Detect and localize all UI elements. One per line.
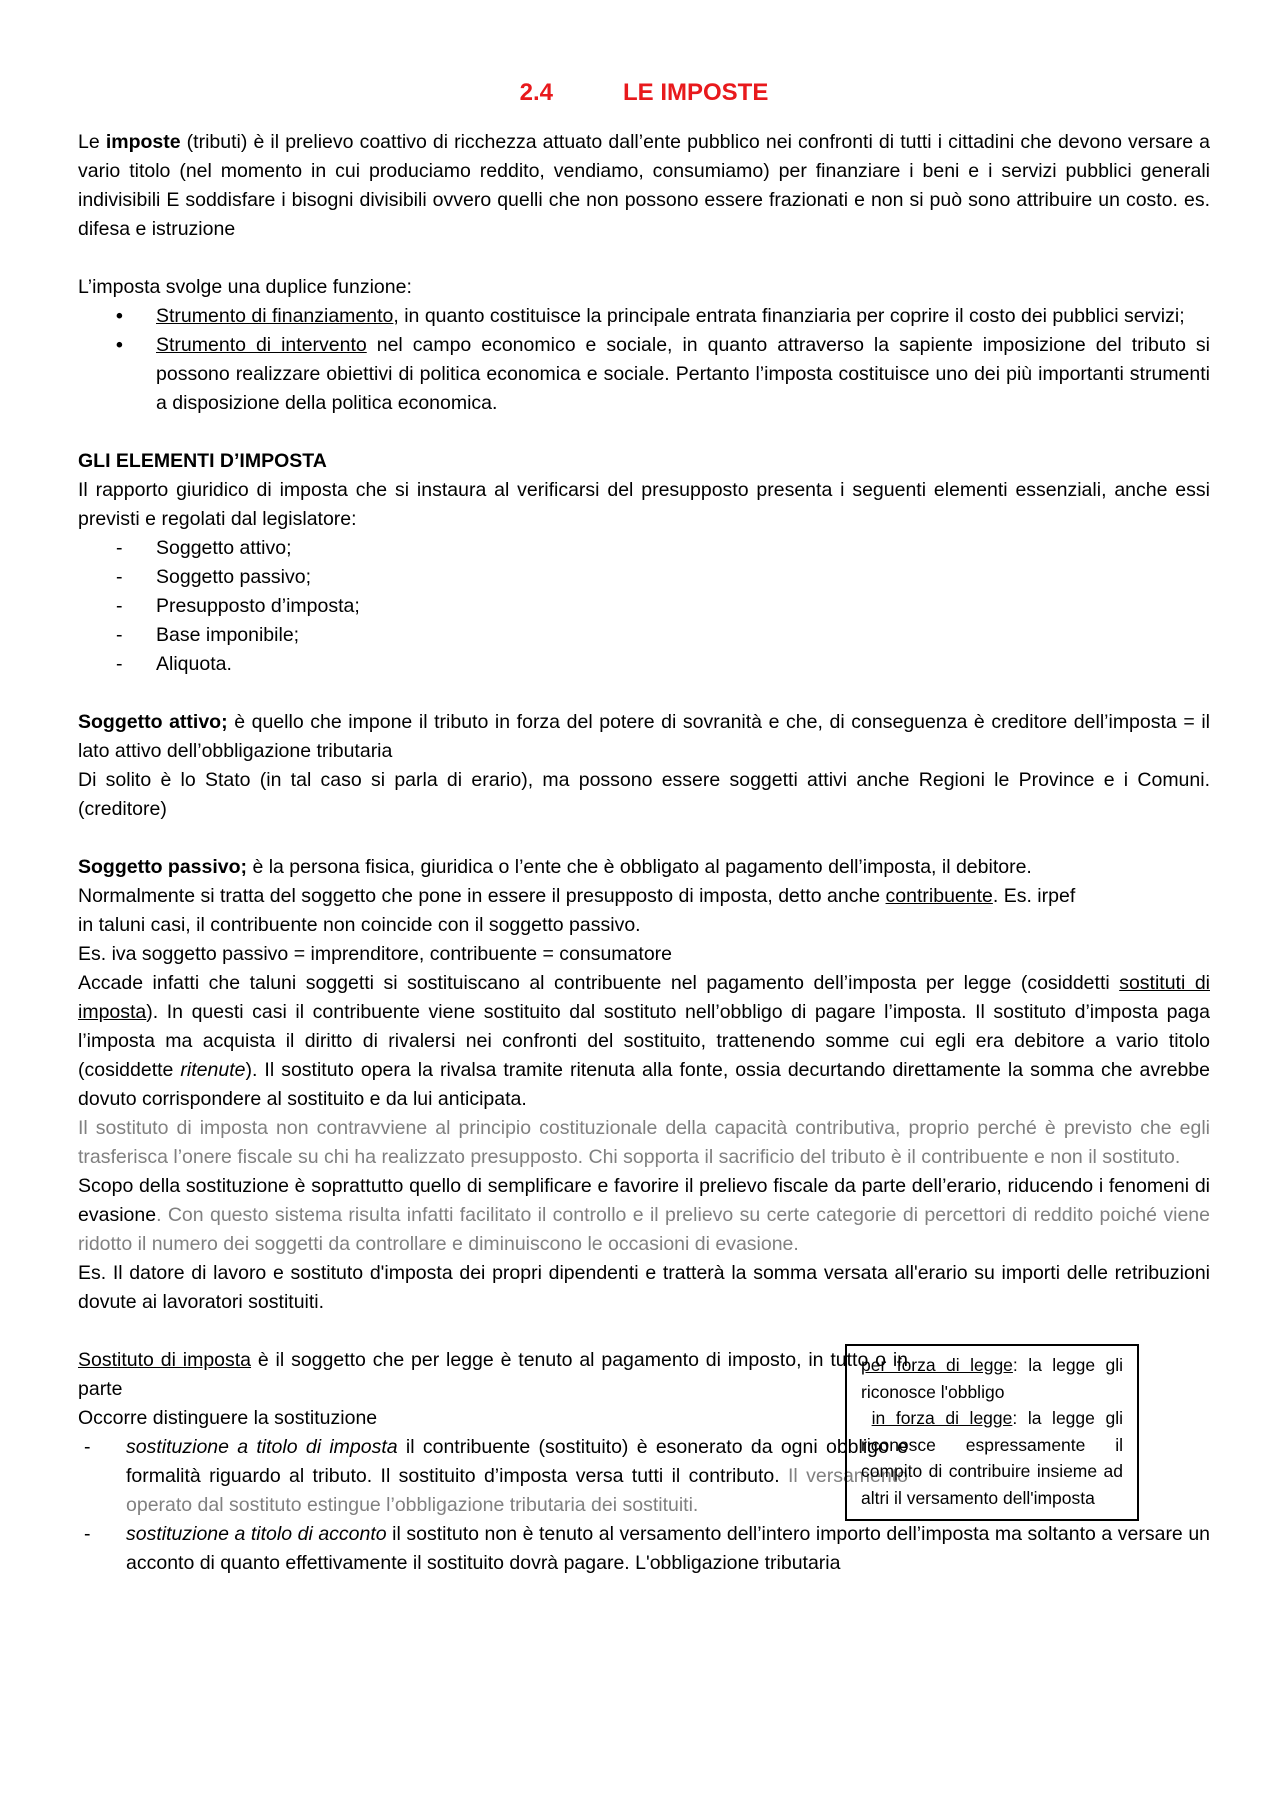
gray-paragraph: Il sostituto di imposta non contravviene al principio costituzionale della capacità contributiva, proprio perché è previsto che egli trasferisca l’onere fiscale su chi ha realizzato presupposto. Chi sopporta il sacrificio del tributo è il contribuente e non il sostituto. [78,1117,1210,1168]
text-line: in taluni casi, il contribuente non coincide con il soggetto passivo. [78,914,641,936]
bullet-icon: • [116,305,123,327]
list-item: - Soggetto passivo; [116,566,312,588]
bullet-icon: • [116,334,123,356]
list-item: • Strumento di intervento nel campo economico e sociale, in quanto attraverso la sapiente imposizione del tributo si possono realizzare obiettivi di politica economica e sociale. Pertanto l’imposta costituisce uno dei più importanti strumenti a disposizione della politica economica. [78,331,1210,418]
note-line: in forza di legge: la legge gli riconosce espressamente il compito di contribuire insieme ad altri il versamento dell'imposta [861,1408,1123,1508]
funzione-list [78,302,1210,418]
scopo-paragraph: Scopo della sostituzione è soprattutto quello di semplificare e favorire il prelievo fiscale da parte dell’erario, riducendo i fenomeni di evasione. Con questo sistema risulta infatti facilitato il controllo e il prelievo su certe categorie di percettori di reddito poiché viene ridotto il numero dei soggetti da controllare e diminuiscono le occasioni di evasione. [78,1175,1210,1255]
list-item: • Strumento di finanziamento, in quanto costituisce la principale entrata finanziaria per coprire il costo dei pubblici servizi; [78,302,1210,331]
text-line: Es. iva soggetto passivo = imprenditore, contribuente = consumatore [78,943,672,965]
sostituto-paragraph: Sostituto di imposta è il soggetto che per legge è tenuto al pagamento di imposto, in tutto o in parte [78,1349,909,1400]
sostituzione-list [78,1433,908,1520]
section-title: LE IMPOSTE [623,79,769,106]
funzione-lead: L’imposta svolge una duplice funzione: [78,276,412,298]
list-item: - Base imponibile; [116,624,300,646]
esempio-paragraph: Es. Il datore di lavoro e sostituto d'imposta dei propri dipendenti e tratterà la somma versata all'erario su importi delle retribuzioni dovute ai lavoratori sostituiti. [78,1262,1210,1313]
elementi-list [78,534,1210,679]
soggetto-attivo-paragraph: Soggetto attivo; è quello che impone il tributo in forza del potere di sovranità e che, di conseguenza è creditore dell’imposta = il lato attivo dell’obbligazione tributaria [78,711,1211,762]
intro-paragraph: Le imposte (tributi) è il prelievo coattivo di ricchezza attuato dall’ente pubblico nei confronti di tutti i cittadini che devono versare a vario titolo (nel momento in cui produciamo reddito, vendiamo, consumiamo) per finanziare i beni e i servizi pubblici generali indivisibili E soddisfare i bisogni divisibili ovvero quelli che non possono essere frazionati e non si può sono attribuire un costo. es. difesa e istruzione [78,131,1211,240]
imposte-term: imposte [105,131,181,153]
elementi-lead: Il rapporto giuridico di imposta che si instaura al verificarsi del presupposto presenta i seguenti elementi essenziali, anche essi previsti e regolati dal legislatore: [78,479,1210,530]
elementi-heading: GLI ELEMENTI D’IMPOSTA [78,450,327,472]
text-line: Occorre distinguere la sostituzione [78,1407,378,1429]
page-title [78,78,1210,108]
sostituzione-list-cont [78,1520,1210,1578]
sostituti-paragraph: Accade infatti che taluni soggetti si sostituiscano al contribuente nel pagamento dell’imposta per legge (cosiddetti sostituti di imposta). In questi casi il contribuente viene sostituito dal sostituto nell’obbligo di pagare l’imposta. Il sostituto d’imposta paga l’imposta ma acquista il diritto di rivalersi nei confronti del sostituito, trattenendo somme cui egli era debitore a vario titolo (cosiddette ritenute). Il sostituto opera la rivalsa tramite ritenuta alla fonte, ossia decurtando direttamente la somma che avrebbe dovuto corrispondere al sostituito e da lui anticipata. [78,972,1210,1110]
contribuente-paragraph: Normalmente si tratta del soggetto che pone in essere il presupposto di imposta, detto anche contribuente. Es. irpef [78,885,1076,907]
note-line: per forza di legge: la legge gli riconosce l'obbligo [861,1355,1123,1402]
note-box [845,1344,1139,1521]
soggetto-passivo-paragraph: Soggetto passivo; è la persona fisica, giuridica o l’ente che è obbligato al pagamento dell’imposta, il debitore. [78,856,1032,878]
list-item: - Presupposto d’imposta; [116,595,360,617]
list-item: - Aliquota. [116,653,232,675]
soggetto-attivo-note: Di solito è lo Stato (in tal caso si parla di erario), ma possono essere soggetti attivi anche Regioni le Province e i Comuni. (creditore) [78,769,1210,820]
sostituto-section [78,1346,908,1520]
list-item: - Soggetto attivo; [116,537,292,559]
list-item: - sostituzione a titolo di acconto il sostituto non è tenuto al versamento dell’intero importo dell’imposta ma soltanto a versare un acconto di quanto effettivamente il sostituito dovrà pagare. L'obbligazione tributaria [84,1523,1211,1574]
list-item: - sostituzione a titolo di imposta il contribuente (sostituito) è esonerato da ogni obbligo e formalità riguardo al tributo. Il sostituito d’imposta versa tutti il contributo. Il versamento operato dal sostituto estingue l’obbligazione tributaria dei sostituiti. [84,1436,909,1516]
section-number: 2.4 [519,79,553,106]
